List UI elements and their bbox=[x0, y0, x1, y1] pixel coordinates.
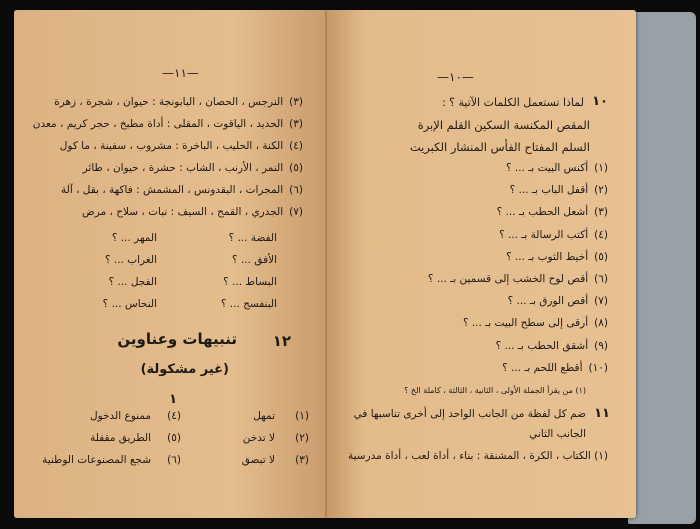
question-line bbox=[508, 295, 608, 307]
question-line bbox=[506, 162, 608, 174]
left-page bbox=[14, 10, 327, 518]
sign-text: شجع المصنوعات الوطنية bbox=[42, 454, 151, 466]
line-text: المجرات ، البقدونس ، المشمش : فاكهة ، بقل ، آلة bbox=[60, 184, 284, 196]
question-number: (١٠) bbox=[588, 361, 608, 374]
section-12-sub-number: ١ bbox=[169, 392, 177, 407]
line-text: النرجس ، الحصان ، البابونجة : حيوان ، شجرة ، زهرة bbox=[54, 96, 284, 108]
question-text: أقفل الباب بـ ... ؟ bbox=[509, 184, 589, 197]
question-line bbox=[506, 251, 608, 263]
section-12-title: تنبيهات وعناوين bbox=[117, 330, 237, 348]
word-row-2: السلم المفتاح الفأس المنشار الكبريت bbox=[409, 140, 590, 154]
word-row-1: المقص المكنسة السكين القلم الإبرة bbox=[417, 118, 590, 132]
question-line bbox=[428, 273, 608, 285]
numbered-line bbox=[82, 206, 303, 218]
question-line bbox=[497, 206, 608, 218]
question-line bbox=[510, 184, 608, 196]
question-text: أرقى إلى سطح البيت بـ ... ؟ bbox=[462, 317, 589, 330]
item-number: (١) bbox=[295, 410, 309, 422]
section-10-heading: لماذا تستعمل الكلمات الآتية ؟ : bbox=[441, 96, 584, 109]
question-text: أقطع اللحم بـ ... ؟ bbox=[502, 361, 583, 374]
question-line bbox=[463, 317, 608, 329]
numbered-line bbox=[60, 140, 303, 152]
line-number: (٤) bbox=[289, 140, 303, 152]
question-number: (٣) bbox=[594, 206, 608, 219]
line-number: (٦) bbox=[289, 184, 303, 196]
line-number: (٣) bbox=[289, 118, 303, 130]
numbered-line bbox=[33, 118, 303, 130]
line-number: (٧) bbox=[289, 206, 303, 218]
sign-text: تمهل bbox=[253, 410, 275, 422]
right-page bbox=[327, 10, 636, 518]
question-number: (٩) bbox=[594, 339, 608, 352]
section-12-subtitle: (غير مشكولة) bbox=[140, 362, 229, 377]
question-number: (٧) bbox=[594, 295, 608, 308]
item-number: (٥) bbox=[167, 432, 181, 444]
grid-item: الأفق ... ؟ bbox=[232, 254, 277, 266]
question-number: (٤) bbox=[594, 228, 608, 241]
sign-text: لا تدخن bbox=[242, 432, 275, 444]
sign-text: ممنوع الدخول bbox=[89, 410, 151, 422]
line-text: الكنة ، الحليب ، الباخرة : مشروب ، سفينة ، ما كول bbox=[59, 140, 284, 152]
item-number: (٤) bbox=[167, 410, 181, 422]
grid-item: البساط ... ؟ bbox=[223, 276, 277, 288]
item-number: (٣) bbox=[295, 454, 309, 466]
question-line bbox=[502, 362, 608, 374]
numbered-line bbox=[83, 162, 303, 174]
line-number: (٣) bbox=[289, 96, 303, 108]
line-text: الجدري ، القمح ، السيف : نبات ، سلاح ، مرض bbox=[82, 206, 284, 218]
question-line bbox=[499, 229, 608, 241]
grid-item: النحاس ... ؟ bbox=[102, 298, 157, 310]
section-11-line1: ضم كل لفظة من الجانب الواحد إلى أخرى تناسبها في bbox=[353, 408, 586, 420]
section-10-number: ١٠ bbox=[592, 94, 608, 109]
grid-item: الغراب ... ؟ bbox=[104, 254, 157, 266]
question-number: (٦) bbox=[594, 273, 608, 285]
question-text: أقص لوح الخشب إلى قسمين بـ ... ؟ bbox=[427, 273, 589, 285]
question-line bbox=[496, 340, 608, 352]
question-number: (١) bbox=[594, 162, 608, 174]
question-text: أخيط الثوب بـ ... ؟ bbox=[506, 250, 589, 263]
question-text: أشقق الحطب بـ ... ؟ bbox=[495, 339, 589, 352]
question-number: (٥) bbox=[594, 250, 608, 263]
grid-item: المهر ... ؟ bbox=[111, 232, 157, 244]
open-book bbox=[14, 10, 636, 518]
question-text: أقص الورق بـ ... ؟ bbox=[507, 295, 589, 308]
line-text: النمر ، الأرنب ، الشاب : حشرة ، حيوان ، طائر bbox=[82, 162, 284, 174]
grid-item: البنفسج ... ؟ bbox=[220, 298, 277, 310]
page-number: —١١— bbox=[162, 66, 199, 80]
section-12-number: ١٢ bbox=[272, 332, 291, 350]
question-number: (٢) bbox=[594, 184, 608, 197]
question-text: أشعل الحطب بـ ... ؟ bbox=[496, 206, 589, 219]
line-number: (٥) bbox=[289, 162, 303, 174]
item-number: (٢) bbox=[295, 432, 309, 444]
sign-text: لا تبصق bbox=[241, 454, 275, 466]
question-text: أكتب الرسالة بـ ... ؟ bbox=[499, 228, 589, 241]
question-number: (٨) bbox=[594, 317, 608, 330]
line-text: الحديد ، الياقوت ، المقلى : أداة مطبخ ، حجر كريم ، معدن bbox=[32, 118, 284, 130]
section-11-line2: الجانب الثاني bbox=[529, 428, 586, 440]
numbered-line bbox=[54, 96, 303, 108]
back-cover bbox=[628, 12, 696, 524]
page-number: —١٠— bbox=[437, 70, 474, 84]
section-11-item1: (١) الكتاب ، الكرة ، المشنقة : بناء ، أداة لعب ، أداة مدرسية bbox=[348, 450, 608, 462]
grid-item: الفضة ... ؟ bbox=[228, 232, 277, 244]
question-text: أكنس البيت بـ ... ؟ bbox=[505, 162, 589, 174]
item-number: (٦) bbox=[167, 454, 181, 466]
footnote: (١) من يقرأ الجملة الأولى ، الثانية ، الثالثة ، كاملة الخ ؟ bbox=[404, 386, 586, 395]
sign-text: الطريق مقفلة bbox=[90, 432, 151, 444]
numbered-line bbox=[61, 184, 303, 196]
section-11-number: ١١ bbox=[594, 406, 610, 421]
grid-item: الفجل ... ؟ bbox=[108, 276, 157, 288]
